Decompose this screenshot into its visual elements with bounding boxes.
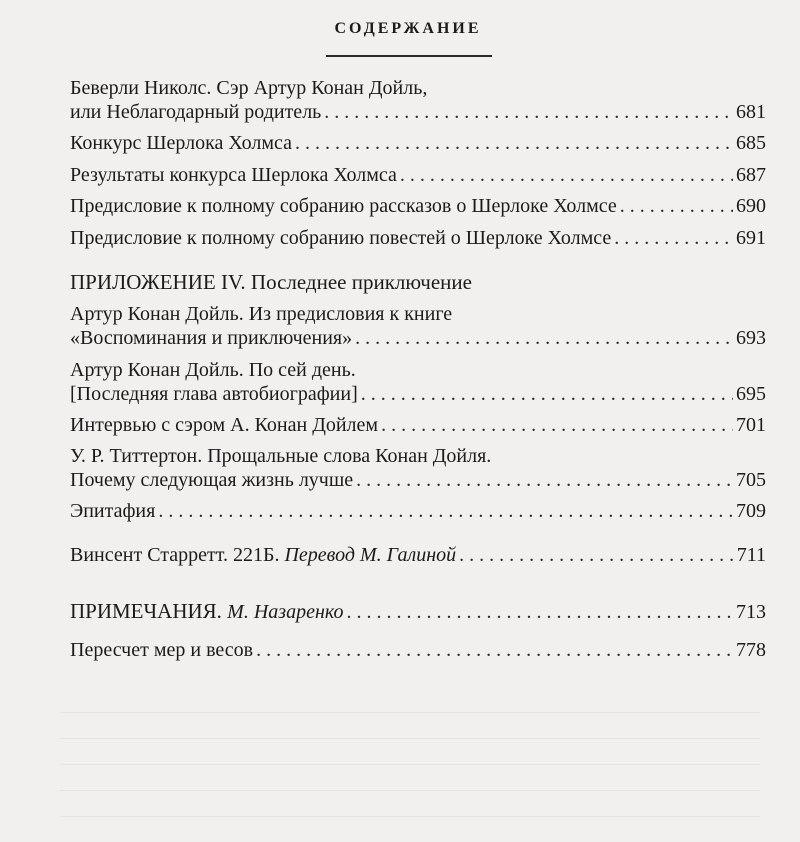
toc-entry-preface-novels [70,226,766,250]
toc-entry-titterton [70,468,766,492]
dot-leader [400,163,733,187]
translator-credit: Перевод М. Галиной [284,544,457,566]
toc-entry-memories-line1: Артур Конан Дойль. Из предисловия к книге [70,303,453,325]
dot-leader [295,131,733,155]
dot-leader [355,326,733,350]
toc-page-number: 778 [736,639,766,661]
dot-leader [346,600,733,624]
toc-entry-title: или Неблагодарный родитель [70,101,322,123]
dot-leader [361,382,733,406]
notes-author: М. Назаренко [227,601,344,623]
dot-leader [614,226,733,250]
toc-entry-title: Эпитафия [70,500,156,522]
toc-page-number: 685 [736,132,766,154]
bleed-through [60,790,760,791]
toc-page-number: 681 [736,101,766,123]
dot-leader [381,413,733,437]
toc-entry-to-this-day [70,382,766,406]
dot-leader [256,638,733,662]
toc-entry-preface-stories [70,194,766,218]
toc-page-number: 693 [736,327,766,349]
toc-entry-interview [70,413,766,437]
toc-entry-starrett [70,543,766,567]
dot-leader [324,100,733,124]
bleed-through [60,764,760,765]
toc-entry-title [70,599,343,624]
toc-entry-title: Предисловие к полному собранию рассказов о Шерлоке Холмсе [70,195,617,217]
bleed-through [60,712,760,713]
toc-page-number: 711 [736,544,766,566]
toc-entry-title: Конкурс Шерлока Холмса [70,132,292,154]
dot-leader [459,543,734,567]
toc-entry-title: «Воспоминания и приключения» [70,327,353,349]
toc-entry-title: Предисловие к полному собранию повестей о Шерлоке Холмсе [70,227,612,249]
toc-entry-notes [70,599,766,623]
starrett-title: Винсент Старретт. 221Б. [70,544,280,566]
toc-entry-contest-results [70,163,766,187]
toc-entry-nichols-line1: Беверли Николс. Сэр Артур Конан Дойль, [70,77,428,99]
toc-page-number: 695 [736,383,766,405]
toc-entry-epitaph [70,499,766,523]
page-title: СОДЕРЖАНИЕ [334,20,482,37]
dot-leader [158,499,733,523]
toc-page-number: 690 [736,195,766,217]
toc-page-number: 687 [736,164,766,186]
toc-entry-contest [70,131,766,155]
title-rule [326,55,492,57]
toc-entry-memories [70,326,766,350]
toc-entry-title: Интервью с сэром А. Конан Дойлем [70,414,379,436]
toc-page-number: 691 [736,227,766,249]
toc-page-number: 701 [736,414,766,436]
toc-entry-title [70,543,456,567]
toc-entry-measures [70,638,766,662]
dot-leader [356,468,733,492]
toc-entry-titterton-line1: У. Р. Титтертон. Прощальные слова Конан Дойля. [70,445,492,467]
toc-entry-title: Результаты конкурса Шерлока Холмса [70,164,397,186]
toc-page-number: 705 [736,469,766,491]
toc-entry-title: Почему следующая жизнь лучше [70,469,354,491]
toc-page-number: 713 [736,601,766,623]
toc-entry-title: [Последняя глава автобиографии] [70,383,358,405]
toc-entry-title: Пересчет мер и весов [70,639,254,661]
bleed-through [60,738,760,739]
notes-title: ПРИМЕЧАНИЯ. [70,599,222,623]
bleed-through [60,816,760,817]
toc-page-number: 709 [736,500,766,522]
toc-entry-to-this-day-line1: Артур Конан Дойль. По сей день. [70,359,356,381]
dot-leader [620,194,733,218]
appendix-heading: ПРИЛОЖЕНИЕ IV. Последнее приключение [70,270,472,294]
toc-entry-nichols [70,100,766,124]
